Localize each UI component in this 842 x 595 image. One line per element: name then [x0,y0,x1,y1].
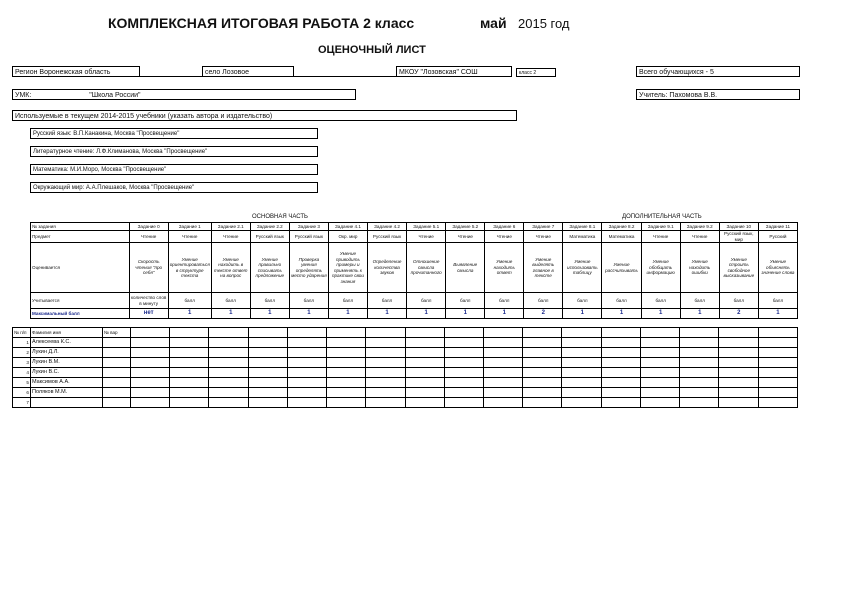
student-name: Поляков М.М. [30,388,102,398]
score-cell[interactable] [327,398,366,408]
header-empty-cell [562,328,601,338]
score-cell[interactable] [523,378,562,388]
score-cell[interactable] [523,368,562,378]
score-cell[interactable] [327,378,366,388]
score-cell[interactable] [719,358,758,368]
score-cell[interactable] [130,368,169,378]
score-cell[interactable] [719,378,758,388]
task-num-cell: Задание 3 [289,223,328,231]
header-empty-cell [287,328,326,338]
score-cell[interactable] [327,358,366,368]
score-cell[interactable] [366,378,405,388]
student-name: Алексеева К.С. [30,338,102,348]
score-cell[interactable] [640,368,679,378]
task-max-cell: 1 [211,309,250,319]
score-cell[interactable] [601,358,640,368]
task-number-label: № задания [31,223,130,231]
score-cell[interactable] [758,368,797,378]
class-field: класс 2 [516,68,556,77]
header-empty-cell [640,328,679,338]
score-cell[interactable] [680,368,719,378]
score-cell[interactable] [562,378,601,388]
task-num-cell: Задание 6 [485,223,524,231]
score-cell[interactable] [680,398,719,408]
task-assessed-cell: Умение строить свободное высказывание [719,243,758,293]
task-subject-cell: Русский язык [289,231,328,243]
task-max-cell: 1 [168,309,211,319]
task-subject-cell: Чтение [446,231,485,243]
students-table [12,327,798,408]
task-num-cell: Задание 8.1 [563,223,602,231]
task-subject-cell: Русский язык [367,231,406,243]
task-num-cell: Задание 0 [129,223,168,231]
score-cell[interactable] [102,388,130,398]
task-subject-cell: Чтение [168,231,211,243]
student-name: Лукин Д.Л. [30,348,102,358]
task-counted-cell: количество слов в минуту [129,293,168,309]
task-counted-cell: балл [719,293,758,309]
task-assessed-cell: Умение объяснять значение слова [758,243,797,293]
task-subject-cell: Чтение [129,231,168,243]
task-max-cell: 1 [758,309,797,319]
score-cell[interactable] [209,348,248,358]
task-max-cell: 1 [446,309,485,319]
score-cell[interactable] [601,398,640,408]
score-cell[interactable] [405,378,444,388]
umk-label: УМК: [15,92,32,99]
score-cell[interactable] [680,358,719,368]
score-cell[interactable] [719,398,758,408]
score-cell[interactable] [719,348,758,358]
assessment-table [30,222,798,319]
task-num-cell: Задание 10 [719,223,758,231]
task-num-cell: Задание 4.1 [328,223,367,231]
score-cell[interactable] [287,388,326,398]
student-row [13,388,798,398]
score-cell[interactable] [405,348,444,358]
task-subject-cell: Чтение [211,231,250,243]
score-cell[interactable] [601,378,640,388]
task-num-cell: Задание 9.2 [680,223,719,231]
score-cell[interactable] [287,348,326,358]
task-number-row [31,223,798,231]
task-assessed-cell: Выявление смысла [446,243,485,293]
score-cell[interactable] [170,388,209,398]
score-cell[interactable] [287,338,326,348]
task-max-cell: нет [129,309,168,319]
task-counted-cell: балл [602,293,641,309]
score-cell[interactable] [483,388,522,398]
region-field: Регион Воронежская область [12,66,140,77]
task-assessed-cell: Умение ориентироваться в структуре текста [168,243,211,293]
score-cell[interactable] [366,358,405,368]
task-num-cell: Задание 9.1 [641,223,680,231]
task-num-cell: Задание 7 [524,223,563,231]
task-counted-cell: балл [446,293,485,309]
task-subject-cell: Русский язык, мир [719,231,758,243]
score-cell[interactable] [130,398,169,408]
counted-label: Учитывается [31,293,130,309]
subject-label: Предмет [31,231,130,243]
score-cell[interactable] [758,388,797,398]
task-subject-cell: Чтение [641,231,680,243]
region-underline [140,76,202,77]
task-counted-cell: балл [524,293,563,309]
score-cell[interactable] [562,348,601,358]
score-cell[interactable] [366,348,405,358]
score-cell[interactable] [640,348,679,358]
score-cell[interactable] [248,358,287,368]
main-part-label: ОСНОВНАЯ ЧАСТЬ [252,214,308,220]
score-cell[interactable] [130,388,169,398]
score-cell[interactable] [327,388,366,398]
task-subject-cell: Русский [758,231,797,243]
student-variant-header: № вар [102,328,130,338]
task-max-cell: 1 [680,309,719,319]
task-max-cell: 1 [250,309,289,319]
task-max-cell: 1 [367,309,406,319]
score-cell[interactable] [523,348,562,358]
score-cell[interactable] [170,338,209,348]
score-cell[interactable] [287,358,326,368]
task-assessed-cell: Отношение смысла прочитанного [407,243,446,293]
score-cell[interactable] [444,398,483,408]
task-counted-cell: балл [367,293,406,309]
student-name: Лукин В.С. [30,368,102,378]
task-num-cell: Задание 4.2 [367,223,406,231]
score-cell[interactable] [523,358,562,368]
score-cell[interactable] [523,338,562,348]
header-empty-cell [601,328,640,338]
task-num-cell: Задание 11 [758,223,797,231]
score-cell[interactable] [758,358,797,368]
task-counted-cell: балл [407,293,446,309]
student-name-header: Фамилия имя [30,328,102,338]
score-cell[interactable] [102,338,130,348]
task-max-cell: 1 [485,309,524,319]
task-counted-cell: балл [680,293,719,309]
task-max-cell: 1 [328,309,367,319]
score-cell[interactable] [483,378,522,388]
student-num: 5 [13,378,31,388]
score-cell[interactable] [405,358,444,368]
score-cell[interactable] [248,368,287,378]
max-score-label: Максимальный балл [31,309,130,319]
score-cell[interactable] [366,398,405,408]
student-row [13,378,798,388]
task-max-cell: 1 [641,309,680,319]
task-counted-cell: балл [211,293,250,309]
student-num: 1 [13,338,31,348]
score-cell[interactable] [483,338,522,348]
task-assessed-cell: Скорость чтения "про себя" [129,243,168,293]
students-header-row [13,328,798,338]
extra-part-label: ДОПОЛНИТЕЛЬНАЯ ЧАСТЬ [622,214,702,220]
score-cell[interactable] [405,368,444,378]
score-cell[interactable] [405,398,444,408]
page-title: КОМПЛЕКСНАЯ ИТОГОВАЯ РАБОТА 2 класс [108,15,415,31]
task-assessed-cell: Умение находить ответ [485,243,524,293]
task-max-cell: 1 [407,309,446,319]
student-num: 3 [13,358,31,368]
header-empty-cell [444,328,483,338]
task-subject-cell: Чтение [407,231,446,243]
task-counted-cell: балл [289,293,328,309]
student-num: 6 [13,388,31,398]
task-counted-cell: балл [250,293,289,309]
score-cell[interactable] [209,388,248,398]
textbooks-label: Используемые в текущем 2014-2015 учебники (указать автора и издательство) [12,110,517,121]
score-cell[interactable] [170,378,209,388]
header-empty-cell [680,328,719,338]
task-num-cell: Задание 2.1 [211,223,250,231]
score-cell[interactable] [523,398,562,408]
score-cell[interactable] [601,388,640,398]
score-cell[interactable] [170,368,209,378]
header-empty-cell [758,328,797,338]
task-assessed-cell: Умение использовать таблицу [563,243,602,293]
score-cell[interactable] [640,388,679,398]
score-cell[interactable] [209,338,248,348]
umk-field [12,89,356,100]
score-cell[interactable] [640,378,679,388]
score-cell[interactable] [640,398,679,408]
score-cell[interactable] [719,368,758,378]
task-counted-cell: балл [758,293,797,309]
score-cell[interactable] [719,388,758,398]
task-assessed-cell: Умение находить ошибки [680,243,719,293]
task-assessed-cell: Умение рассчитывать [602,243,641,293]
score-cell[interactable] [444,378,483,388]
student-row [13,358,798,368]
student-num-header: № п/п [13,328,31,338]
score-cell[interactable] [287,398,326,408]
total-students-field: Всего обучающихся - 5 [636,66,800,77]
score-cell[interactable] [444,388,483,398]
umk-value: "Школа России" [89,92,141,99]
subject-row [31,231,798,243]
score-cell[interactable] [248,338,287,348]
max-score-row [31,309,798,319]
score-cell[interactable] [601,368,640,378]
header-empty-cell [523,328,562,338]
score-cell[interactable] [366,338,405,348]
student-row [13,338,798,348]
score-cell[interactable] [680,338,719,348]
header-empty-cell [170,328,209,338]
score-cell[interactable] [248,388,287,398]
student-name: Максимов А.А. [30,378,102,388]
score-cell[interactable] [444,358,483,368]
task-subject-cell: Окр. мир [328,231,367,243]
textbook-math: Математика: М.И.Моро, Москва "Просвещение" [30,164,318,175]
score-cell[interactable] [640,338,679,348]
task-num-cell: Задание 8.2 [602,223,641,231]
page-subtitle: ОЦЕНОЧНЫЙ ЛИСТ [318,44,426,56]
title-year: 2015 год [518,16,570,31]
task-subject-cell: Чтение [680,231,719,243]
score-cell[interactable] [680,348,719,358]
task-max-cell: 1 [602,309,641,319]
score-cell[interactable] [209,368,248,378]
task-assessed-cell: Умение приводить примеры и применять к практике свои знания [328,243,367,293]
score-cell[interactable] [562,388,601,398]
score-cell[interactable] [327,368,366,378]
score-cell[interactable] [102,368,130,378]
assessed-row [31,243,798,293]
score-cell[interactable] [483,348,522,358]
task-assessed-cell: Умение правильно списывать предложение [250,243,289,293]
header-empty-cell [366,328,405,338]
task-max-cell: 1 [563,309,602,319]
score-cell[interactable] [562,338,601,348]
title-month: май [480,15,507,31]
task-assessed-cell: Умение обобщать информацию [641,243,680,293]
task-subject-cell: Математика [563,231,602,243]
score-cell[interactable] [758,348,797,358]
header-empty-cell [130,328,169,338]
task-subject-cell: Чтение [524,231,563,243]
score-cell[interactable] [102,358,130,368]
student-num: 2 [13,348,31,358]
score-cell[interactable] [405,338,444,348]
task-subject-cell: Чтение [485,231,524,243]
score-cell[interactable] [562,368,601,378]
task-counted-cell: балл [485,293,524,309]
task-num-cell: Задание 2.2 [250,223,289,231]
student-num: 7 [13,398,31,408]
task-num-cell: Задание 1 [168,223,211,231]
score-cell[interactable] [102,348,130,358]
textbook-reading: Литературное чтение: Л.Ф.Климанова, Москва "Просвещение" [30,146,318,157]
score-cell[interactable] [640,358,679,368]
village-field: село Лозовое [202,66,294,77]
score-cell[interactable] [209,358,248,368]
score-cell[interactable] [170,398,209,408]
score-cell[interactable] [130,358,169,368]
textbook-russian: Русский язык: В.П.Канакина, Москва "Просвещение" [30,128,318,139]
score-cell[interactable] [209,378,248,388]
header-empty-cell [248,328,287,338]
header-empty-cell [209,328,248,338]
score-cell[interactable] [562,358,601,368]
student-row [13,398,798,408]
score-cell[interactable] [327,338,366,348]
task-assessed-cell: Умение выделять главное в тексте [524,243,563,293]
score-cell[interactable] [170,358,209,368]
score-cell[interactable] [102,398,130,408]
score-cell[interactable] [130,378,169,388]
score-cell[interactable] [170,348,209,358]
assessed-label: Оценивается [31,243,130,293]
score-cell[interactable] [444,348,483,358]
score-cell[interactable] [405,388,444,398]
score-cell[interactable] [483,358,522,368]
score-cell[interactable] [248,348,287,358]
textbook-world: Окружающий мир: А.А.Плешаков, Москва "Просвещение" [30,182,318,193]
task-max-cell: 2 [719,309,758,319]
task-assessed-cell: Проверка умения определять место ударения [289,243,328,293]
score-cell[interactable] [601,348,640,358]
student-name: Лукин В.М. [30,358,102,368]
score-cell[interactable] [758,378,797,388]
task-max-cell: 1 [289,309,328,319]
student-name [30,398,102,408]
student-row [13,368,798,378]
score-cell[interactable] [287,368,326,378]
score-cell[interactable] [601,338,640,348]
score-cell[interactable] [758,338,797,348]
task-subject-cell: Математика [602,231,641,243]
score-cell[interactable] [483,368,522,378]
header-empty-cell [483,328,522,338]
score-cell[interactable] [327,348,366,358]
student-num: 4 [13,368,31,378]
score-cell[interactable] [562,398,601,408]
counted-row [31,293,798,309]
score-cell[interactable] [444,368,483,378]
score-cell[interactable] [287,378,326,388]
score-cell[interactable] [366,388,405,398]
score-cell[interactable] [248,398,287,408]
task-counted-cell: балл [641,293,680,309]
header-empty-cell [327,328,366,338]
header-empty-cell [719,328,758,338]
score-cell[interactable] [680,378,719,388]
task-max-cell: 2 [524,309,563,319]
school-field: МКОУ "Лозовская" СОШ [396,66,512,77]
score-cell[interactable] [366,368,405,378]
score-cell[interactable] [248,378,287,388]
score-cell[interactable] [758,398,797,408]
task-num-cell: Задание 5.2 [446,223,485,231]
task-assessed-cell: Умение находить в тексте ответ на вопрос [211,243,250,293]
task-subject-cell: Русский язык [250,231,289,243]
teacher-field: Учитель: Пахомова В.В. [636,89,800,100]
score-cell[interactable] [130,348,169,358]
header-empty-cell [405,328,444,338]
score-cell[interactable] [719,338,758,348]
score-cell[interactable] [102,378,130,388]
score-cell[interactable] [130,338,169,348]
student-row [13,348,798,358]
score-cell[interactable] [680,388,719,398]
village-underline [294,76,396,77]
score-cell[interactable] [444,338,483,348]
task-num-cell: Задание 5.1 [407,223,446,231]
score-cell[interactable] [483,398,522,408]
task-counted-cell: балл [563,293,602,309]
task-counted-cell: балл [168,293,211,309]
task-assessed-cell: Определение количества звуков [367,243,406,293]
score-cell[interactable] [209,398,248,408]
score-cell[interactable] [523,388,562,398]
task-counted-cell: балл [328,293,367,309]
